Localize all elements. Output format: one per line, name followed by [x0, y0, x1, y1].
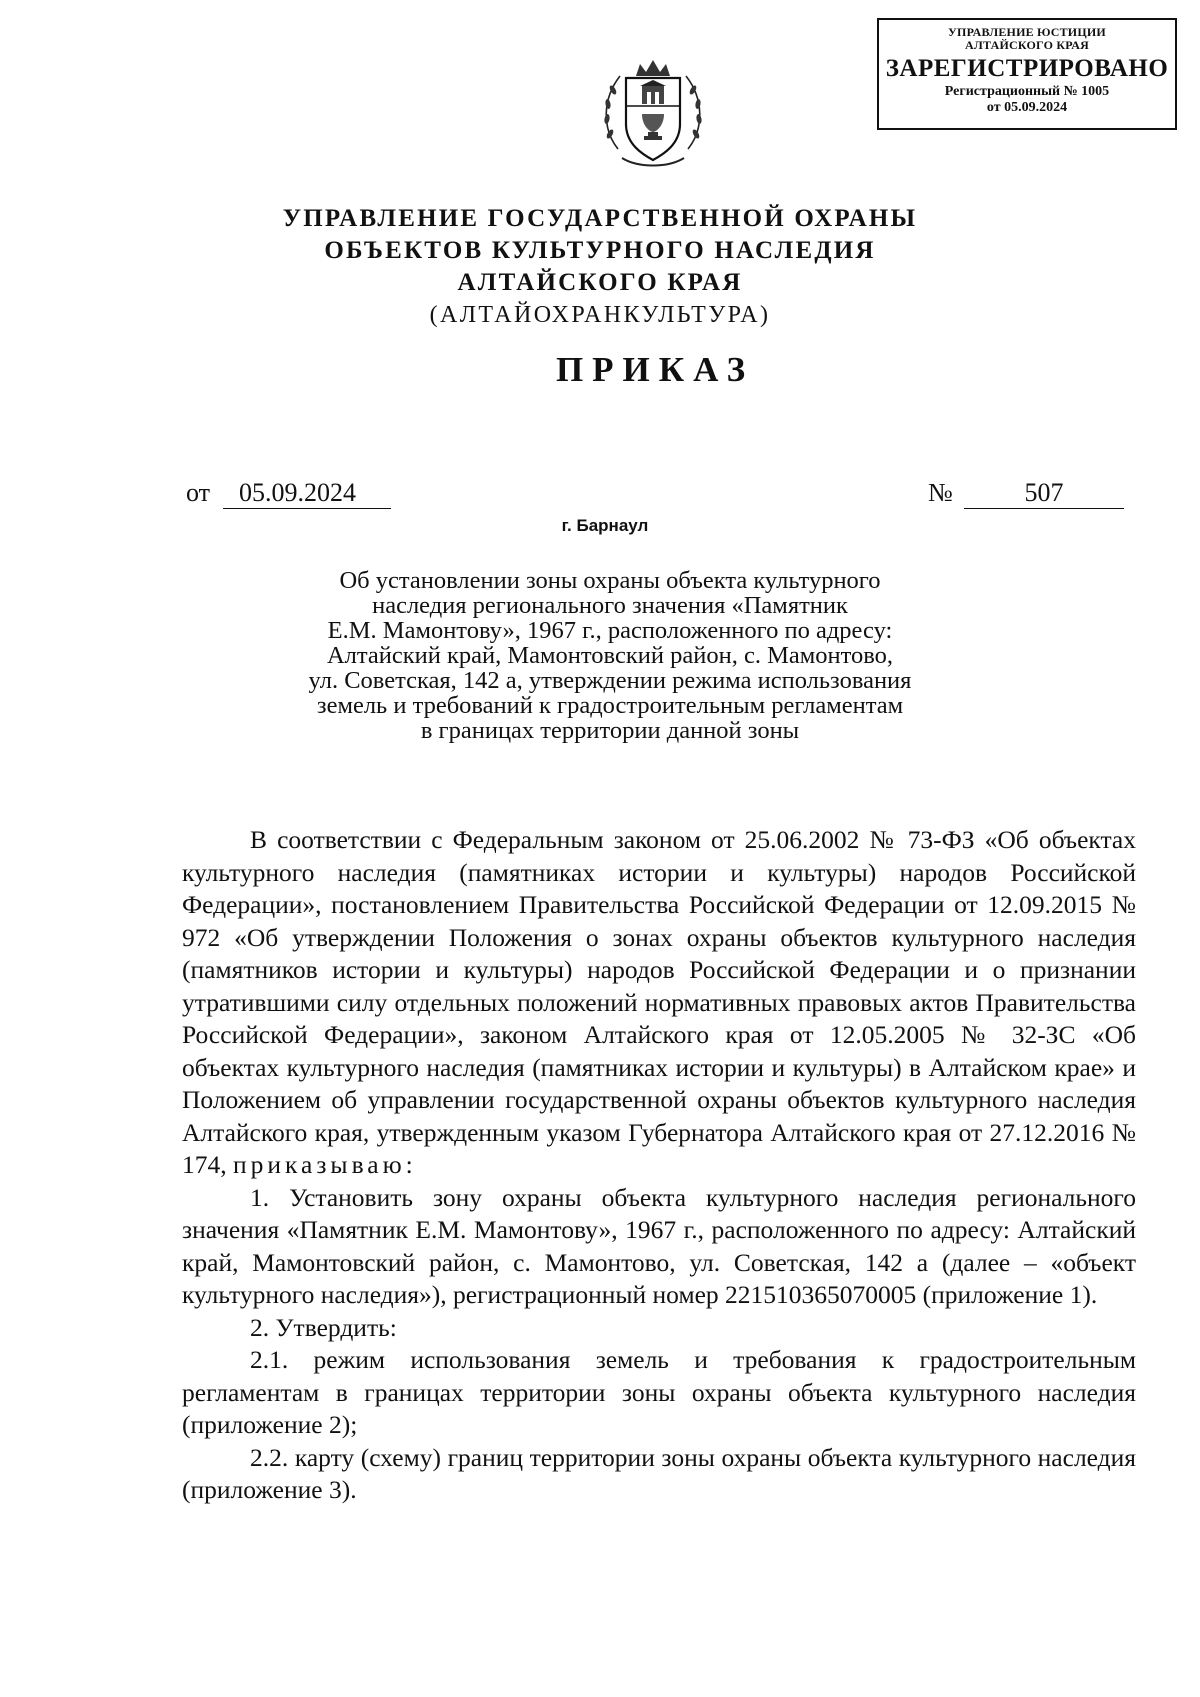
subject-line: земель и требований к градостроительным регламентам [316, 692, 904, 719]
document-body [182, 824, 1136, 1507]
stamp-org-line1: УПРАВЛЕНИЕ ЮСТИЦИИ [948, 25, 1106, 39]
item-2-paragraph: 2. Утвердить: [250, 1312, 397, 1342]
stamp-org [879, 26, 1175, 52]
org-name-line3: АЛТАЙСКОГО КРАЯ [457, 269, 743, 296]
subject-line: ул. Советская, 142 а, утверждении режима использования [308, 667, 912, 694]
document-subject [250, 568, 970, 743]
document-type-title: ПРИКАЗ [555, 350, 755, 389]
item-1-paragraph: 1. Установить зону охраны объекта культурного наследия регионального значения «Памятник Е.М. Мамонтову», 1967 г., расположенного по адресу: Алтайский край, Мамонтовский район, с. Мамонтово, ул. Советская, 142 а (далее – «объект культурного наследия»), регистрационный номер 221510365070005 (приложение 1). [182, 1182, 1136, 1309]
organization-header [0, 203, 1200, 331]
org-name-line2: ОБЪЕКТОВ КУЛЬТУРНОГО НАСЛЕДИЯ [324, 237, 876, 264]
stamp-reg-date: от 05.09.2024 [986, 100, 1068, 115]
item-2-2-paragraph: 2.2. карту (схему) границ территории зоны охраны объекта культурного наследия (приложение 3). [182, 1442, 1136, 1504]
order-word: приказываю: [233, 1150, 417, 1179]
stamp-reg-number: Регистрационный № 1005 [944, 84, 1110, 99]
preamble-text: В соответствии с Федеральным законом от 25.06.2002 № 73-ФЗ «Об объектах культурного наследия (памятниках истории и культуры) народов Российской Федерации», постановлением Правительства Российской Федерации от 12.09.2015 № 972 «Об утверждении Положения о зонах охраны объектов культурного наследия (памятников истории и культуры) народов Российской Федерации и о признании утратившими силу отдельных положений нормативных правовых актов Правительства Российской Федерации», законом Алтайского края от 12.05.2005 № 32-ЗС «Об объектах культурного наследия (памятниках истории и культуры) в Алтайском крае» и Положением об управлении государственной охраны объектов культурного наследия Алтайского края, утвержденным указом Губернатора Алтайского края от 27.12.2016 № 174, [182, 825, 1136, 1179]
preamble-paragraph [182, 824, 1136, 1182]
subject-line: Об установлении зоны охраны объекта культурного [339, 567, 881, 594]
stamp-status: ЗАРЕГИСТРИРОВАНО [885, 55, 1169, 82]
date-prefix: от [186, 478, 211, 507]
stamp-org-line2: АЛТАЙСКОГО КРАЯ [965, 38, 1089, 52]
document-date: 05.09.2024 [223, 478, 391, 509]
subject-line: наследия регионального значения «Памятник [372, 592, 848, 619]
org-short-name: (АЛТАЙОХРАНКУЛЬТУРА) [429, 302, 771, 328]
subject-line: Алтайский край, Мамонтовский район, с. Мамонтово, [326, 642, 894, 669]
item-2-1-paragraph: 2.1. режим использования земель и требования к градостроительным регламентам в границах территории зоны охраны объекта культурного наследия (приложение 2); [182, 1345, 1136, 1439]
number-prefix: № [928, 478, 953, 507]
city-name: г. Барнаул [561, 516, 649, 535]
altai-krai-coat-of-arms-icon [598, 54, 708, 174]
document-number: 507 [964, 478, 1124, 509]
subject-line: в границах территории данной зоны [420, 717, 800, 744]
registration-stamp [877, 18, 1177, 130]
subject-line: Е.М. Мамонтову», 1967 г., расположенного по адресу: [327, 617, 893, 644]
org-name-line1: УПРАВЛЕНИЕ ГОСУДАРСТВЕННОЙ ОХРАНЫ [282, 205, 918, 232]
